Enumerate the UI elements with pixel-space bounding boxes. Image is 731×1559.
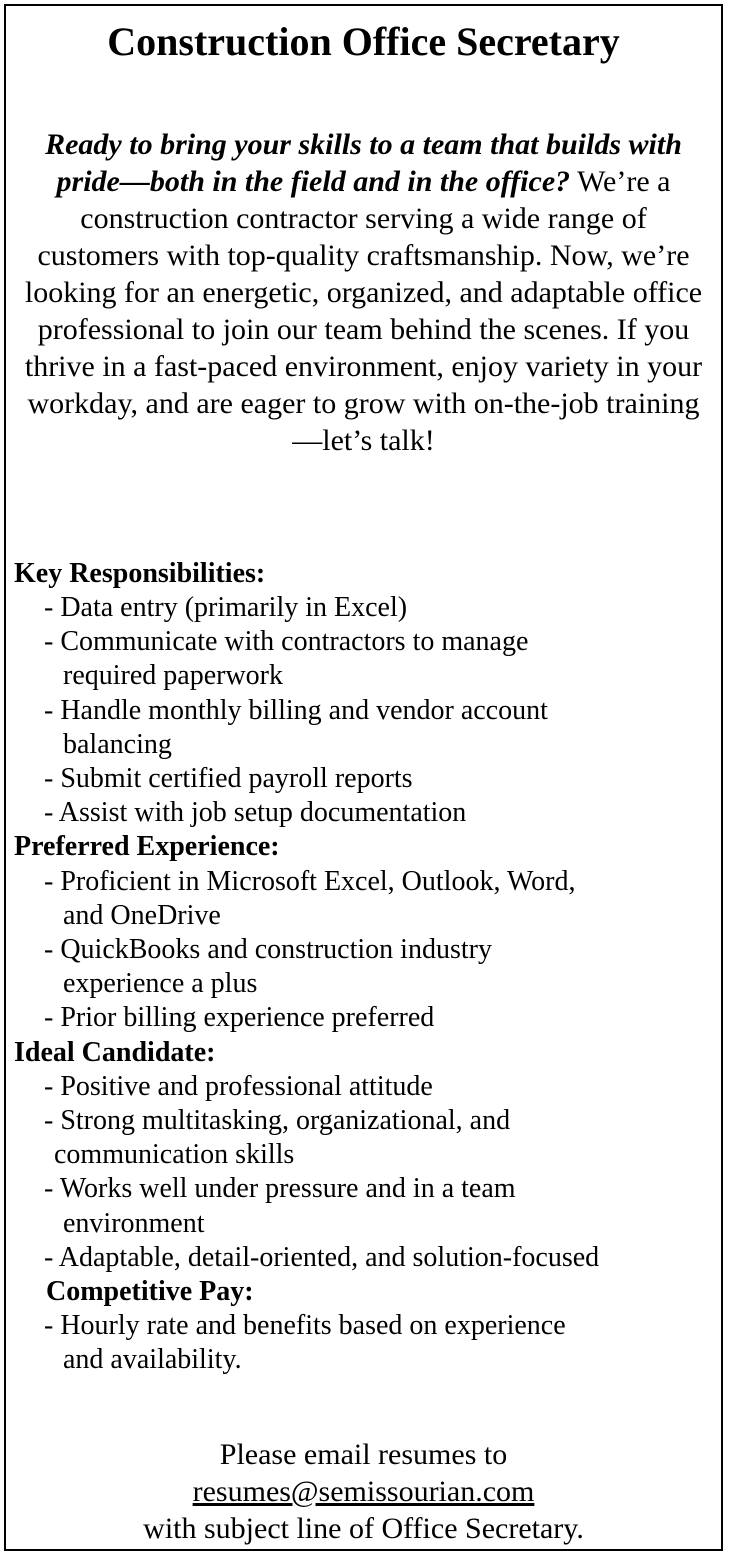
list-item-continuation: balancing — [63, 729, 172, 760]
list-item-continuation: required paperwork — [63, 660, 284, 691]
list-item-continuation: and OneDrive — [63, 900, 221, 931]
list-item-continuation: environment — [63, 1208, 205, 1239]
closing-line: with subject line of Office Secretary. — [143, 1512, 584, 1545]
intro-text: We’re a construction contractor serving a wide range of customers with top-quality craftsmanship. Now, we’re looking for an energetic, organized, and adaptable office professional to join our team behind the scenes. If you thrive in a fast-paced environment, enjoy variety in your workday, and are eager to grow with on-the-job training—let’s talk! — [24, 165, 703, 457]
list-item: - Assist with job setup documentation — [44, 797, 467, 828]
key-responsibilities-heading: Key Responsibilities: — [14, 558, 266, 589]
closing-block — [6, 1436, 721, 1547]
list-item: - Proficient in Microsoft Excel, Outlook, Word, — [44, 866, 576, 897]
job-ad — [4, 4, 723, 1551]
list-item-continuation: experience a plus — [63, 968, 258, 999]
list-item: - Positive and professional attitude — [44, 1071, 433, 1102]
intro-paragraph — [16, 126, 711, 459]
list-item: - Submit certified payroll reports — [44, 763, 413, 794]
list-item-continuation: communication skills — [54, 1139, 295, 1170]
intro-lead: Ready to bring your skills to a team that builds with pride—both in the field and in the office? — [45, 128, 682, 198]
preferred-experience-heading: Preferred Experience: — [14, 831, 280, 862]
list-item: - Strong multitasking, organizational, and — [44, 1105, 511, 1136]
list-item: - Adaptable, detail-oriented, and solution-focused — [44, 1242, 600, 1273]
list-item: - Handle monthly billing and vendor account — [44, 695, 548, 726]
list-item: - Works well under pressure and in a team — [44, 1173, 516, 1204]
ideal-candidate-heading: Ideal Candidate: — [14, 1037, 216, 1068]
list-item: - Data entry (primarily in Excel) — [44, 592, 408, 623]
list-item: - Hourly rate and benefits based on experience — [44, 1310, 566, 1341]
competitive-pay-heading: Competitive Pay: — [46, 1276, 254, 1307]
list-item-continuation: and availability. — [63, 1344, 242, 1375]
ad-title: Construction Office Secretary — [107, 19, 620, 64]
email-link[interactable]: resumes@semissourian.com — [192, 1475, 535, 1508]
list-item: - Prior billing experience preferred — [44, 1002, 435, 1033]
closing-line: Please email resumes to — [219, 1438, 508, 1471]
list-item: - Communicate with contractors to manage — [44, 626, 529, 657]
list-item: - QuickBooks and construction industry — [44, 934, 492, 965]
